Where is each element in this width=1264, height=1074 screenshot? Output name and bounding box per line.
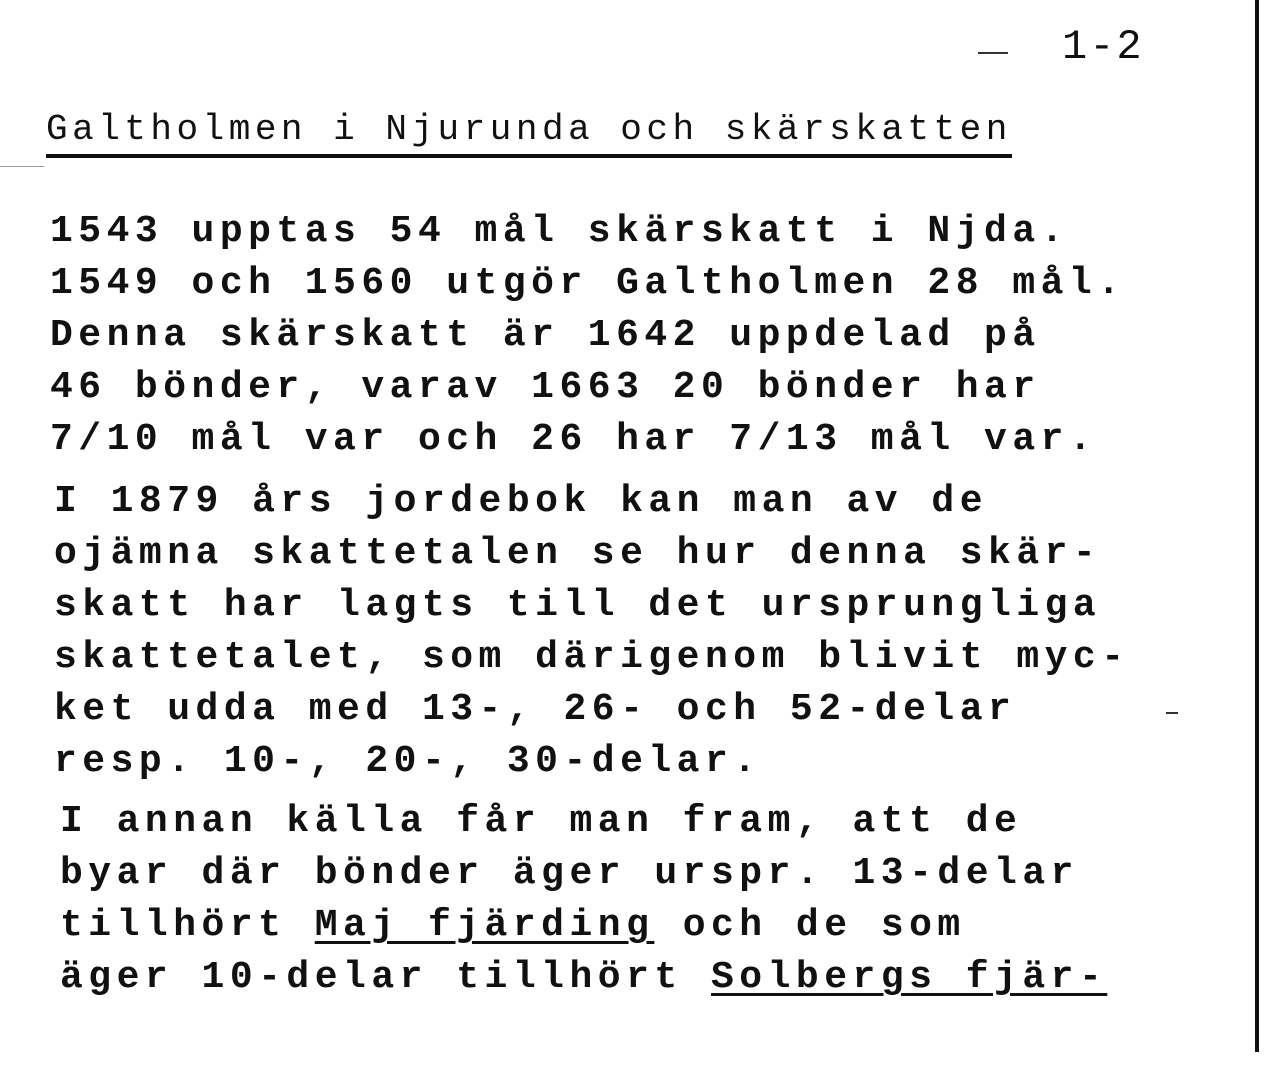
text-line: 46 bönder, varav 1663 20 bönder har <box>50 366 1041 409</box>
text-line: I annan källa får man fram, att de <box>60 800 1023 843</box>
scan-speck <box>0 166 44 167</box>
scan-speck <box>978 52 1008 54</box>
text-line: Denna skärskatt är 1642 uppdelad på <box>50 314 1041 357</box>
underlined-place-name: Maj fjärding <box>314 904 655 947</box>
text-segment: äger 10-delar tillhört <box>60 956 711 999</box>
text-segment: och de som <box>654 904 966 947</box>
underlined-place-name: Solbergs fjär- <box>711 956 1108 999</box>
paragraph-1 <box>50 206 1126 466</box>
page-number: 1-2 <box>1062 23 1144 71</box>
text-line-with-underline <box>60 952 1107 1004</box>
text-line: I 1879 års jordebok kan man av de <box>54 480 989 523</box>
text-line: ojämna skattetalen se hur denna skär- <box>54 532 1102 575</box>
paragraph-3 <box>60 796 1107 1004</box>
text-line: skatt har lagts till det ursprungliga <box>54 584 1102 627</box>
text-line: byar där bönder äger urspr. 13-delar <box>60 852 1079 895</box>
text-line: skattetalet, som därigenom blivit myc- <box>54 636 1130 679</box>
text-line: resp. 10-, 20-, 30-delar. <box>54 740 762 783</box>
text-segment: tillhört <box>60 904 315 947</box>
text-line: ket udda med 13-, 26- och 52-delar <box>54 688 1017 731</box>
text-line: 1543 upptas 54 mål skärskatt i Njda. <box>50 210 1069 253</box>
document-title: Galtholmen i Njurunda och skärskatten <box>46 110 1012 158</box>
right-margin-rule <box>1255 0 1259 1052</box>
text-line: 7/10 mål var och 26 har 7/13 mål var. <box>50 418 1098 461</box>
paragraph-2 <box>54 476 1130 788</box>
text-line: 1549 och 1560 utgör Galtholmen 28 mål. <box>50 262 1126 305</box>
scan-speck <box>1166 712 1178 714</box>
text-line-with-underline <box>60 900 1107 952</box>
